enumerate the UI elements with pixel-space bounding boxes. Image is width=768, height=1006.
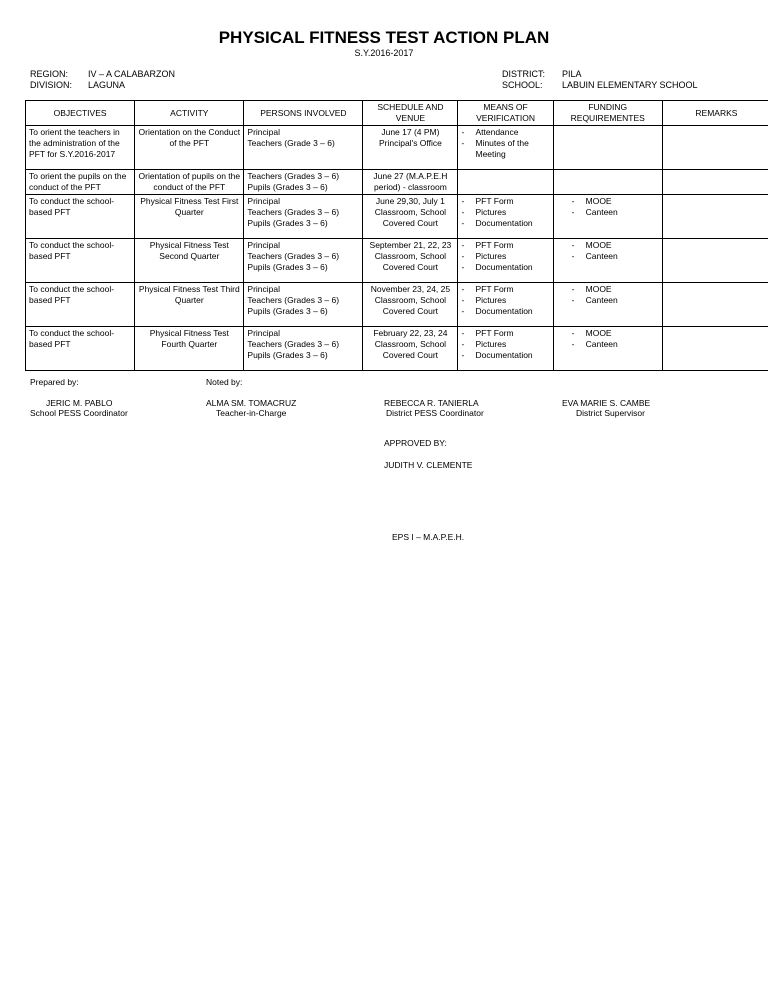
signatory-name: EVA MARIE S. CAMBE [562, 398, 651, 408]
column-header: FUNDING REQUIREMENTES [553, 101, 662, 126]
means-of-verification-cell-item: - Pictures [461, 339, 549, 350]
signatory-title: Teacher-in-Charge [216, 408, 287, 418]
division-label: DIVISION: [30, 80, 73, 90]
table-row [26, 239, 768, 283]
funding-cell-item: - MOOE [572, 328, 659, 339]
table-row [26, 283, 768, 327]
funding-cell-item: - Canteen [572, 339, 659, 350]
funding-cell-item: - MOOE [572, 240, 659, 251]
table-row [26, 170, 768, 195]
funding-cell [553, 195, 662, 239]
activity-cell: Physical Fitness Test Fourth Quarter [135, 327, 244, 371]
persons-involved-cell-item: Pupils (Grades 3 – 6) [247, 350, 328, 360]
persons-involved-cell-item: Principal [247, 328, 281, 338]
activity-cell: Orientation of pupils on the conduct of the PFT [135, 170, 244, 195]
means-of-verification-cell-item: - Attendance [461, 127, 549, 138]
means-of-verification-cell-item: - Pictures [461, 251, 549, 262]
persons-involved-cell-item: Teachers (Grade 3 – 6) [247, 138, 335, 148]
remarks-cell [662, 283, 768, 327]
district-label: DISTRICT: [502, 69, 546, 79]
activity-cell: Orientation on the Conduct of the PFT [135, 126, 244, 170]
noted-by-label: Noted by: [206, 377, 243, 387]
persons-involved-cell [244, 283, 363, 327]
means-of-verification-cell-item: - Documentation [461, 306, 549, 317]
region-value: IV – A CALABARZON [88, 69, 176, 79]
objective-cell: To orient the teachers in the administration of the PFT for S.Y.2016-2017 [26, 126, 135, 170]
persons-involved-cell-item: Teachers (Grades 3 – 6) [247, 251, 340, 261]
region-label: REGION: [30, 69, 69, 79]
activity-cell: Physical Fitness Test Second Quarter [135, 239, 244, 283]
schedule-venue-cell: November 23, 24, 25 Classroom, School Covered Court [363, 283, 458, 327]
persons-involved-cell-item: Pupils (Grades 3 – 6) [247, 262, 328, 272]
funding-cell [553, 170, 662, 195]
signatory-title: District Supervisor [576, 408, 645, 418]
schedule-venue-cell: September 21, 22, 23 Classroom, School Covered Court [363, 239, 458, 283]
table-header-row [26, 101, 768, 126]
persons-involved-cell-item: Principal [247, 127, 281, 137]
prepared-by-label: Prepared by: [30, 377, 79, 387]
signatory-name: REBECCA R. TANIERLA [384, 398, 479, 408]
school-label: SCHOOL: [502, 80, 543, 90]
funding-cell [553, 239, 662, 283]
means-of-verification-cell [458, 239, 553, 283]
signatory-name: JERIC M. PABLO [46, 398, 113, 408]
signatory-title: School PESS Coordinator [30, 408, 128, 418]
objective-cell: To conduct the school-based PFT [26, 239, 135, 283]
means-of-verification-cell-item: - Documentation [461, 218, 549, 229]
funding-cell [553, 327, 662, 371]
objective-cell: To conduct the school-based PFT [26, 327, 135, 371]
objective-cell: To orient the pupils on the conduct of the PFT [26, 170, 135, 195]
schedule-venue-cell: June 27 (M.A.P.E.H period) - classroom [363, 170, 458, 195]
persons-involved-cell-item: Principal [247, 284, 281, 294]
persons-involved-cell-item: Teachers (Grades 3 – 6) [247, 295, 340, 305]
persons-involved-cell [244, 239, 363, 283]
funding-cell-item: - MOOE [572, 196, 659, 207]
remarks-cell [662, 239, 768, 283]
schedule-venue-cell: June 17 (4 PM) Principal's Office [363, 126, 458, 170]
remarks-cell [662, 195, 768, 239]
district-value: PILA [562, 69, 582, 79]
school-year: S.Y.2016-2017 [354, 48, 414, 58]
persons-involved-cell-item: Teachers (Grades 3 – 6) [247, 207, 340, 217]
persons-involved-cell-item: Teachers (Grades 3 – 6) [247, 171, 340, 181]
persons-involved-cell-item: Principal [247, 240, 281, 250]
means-of-verification-cell-item: - Documentation [461, 262, 549, 273]
persons-involved-cell-item: Principal [247, 196, 281, 206]
schedule-venue-cell: June 29,30, July 1 Classroom, School Covered Court [363, 195, 458, 239]
column-header: ACTIVITY [135, 101, 244, 126]
column-header: PERSONS INVOLVED [244, 101, 363, 126]
remarks-cell [662, 170, 768, 195]
signatory-title: District PESS Coordinator [386, 408, 484, 418]
persons-involved-cell-item: Teachers (Grades 3 – 6) [247, 339, 340, 349]
table-body [26, 126, 768, 371]
activity-cell: Physical Fitness Test Third Quarter [135, 283, 244, 327]
persons-involved-cell [244, 195, 363, 239]
table-row [26, 195, 768, 239]
objective-cell: To conduct the school-based PFT [26, 195, 135, 239]
means-of-verification-cell [458, 170, 553, 195]
persons-involved-cell-item: Pupils (Grades 3 – 6) [247, 182, 328, 192]
persons-involved-cell-item: Pupils (Grades 3 – 6) [247, 306, 328, 316]
action-plan-table [25, 100, 768, 371]
means-of-verification-cell-item: - PFT Form [461, 196, 549, 207]
funding-cell-item: - Canteen [572, 207, 659, 218]
means-of-verification-cell [458, 283, 553, 327]
funding-cell-item: - MOOE [572, 284, 659, 295]
funding-cell-item: - Canteen [572, 295, 659, 306]
funding-cell-item: - Canteen [572, 251, 659, 262]
means-of-verification-cell-item: - PFT Form [461, 240, 549, 251]
column-header: OBJECTIVES [26, 101, 135, 126]
document-title: PHYSICAL FITNESS TEST ACTION PLAN [218, 28, 550, 47]
column-header: SCHEDULE AND VENUE [363, 101, 458, 126]
means-of-verification-cell-item: - PFT Form [461, 284, 549, 295]
signatory-name: ALMA SM. TOMACRUZ [206, 398, 297, 408]
signatory-name: JUDITH V. CLEMENTE [384, 460, 473, 470]
funding-cell [553, 283, 662, 327]
persons-involved-cell [244, 327, 363, 371]
schedule-venue-cell: February 22, 23, 24 Classroom, School Covered Court [363, 327, 458, 371]
means-of-verification-cell-item: - Pictures [461, 207, 549, 218]
means-of-verification-cell [458, 327, 553, 371]
means-of-verification-cell [458, 195, 553, 239]
signatory-title: EPS I – M.A.P.E.H. [392, 532, 465, 542]
objective-cell: To conduct the school-based PFT [26, 283, 135, 327]
persons-involved-cell [244, 170, 363, 195]
means-of-verification-cell [458, 126, 553, 170]
persons-involved-cell [244, 126, 363, 170]
remarks-cell [662, 327, 768, 371]
division-value: LAGUNA [88, 80, 126, 90]
column-header: MEANS OF VERIFICATION [458, 101, 553, 126]
persons-involved-cell-item: Pupils (Grades 3 – 6) [247, 218, 328, 228]
table-row [26, 327, 768, 371]
approved-by-label: APPROVED BY: [384, 438, 447, 448]
column-header: REMARKS [662, 101, 768, 126]
remarks-cell [662, 126, 768, 170]
means-of-verification-cell-item: - Minutes of the Meeting [461, 138, 549, 160]
means-of-verification-cell-item: - PFT Form [461, 328, 549, 339]
activity-cell: Physical Fitness Test First Quarter [135, 195, 244, 239]
funding-cell [553, 126, 662, 170]
means-of-verification-cell-item: - Documentation [461, 350, 549, 361]
means-of-verification-cell-item: - Pictures [461, 295, 549, 306]
school-value: LABUIN ELEMENTARY SCHOOL [562, 80, 698, 90]
table-row [26, 126, 768, 170]
